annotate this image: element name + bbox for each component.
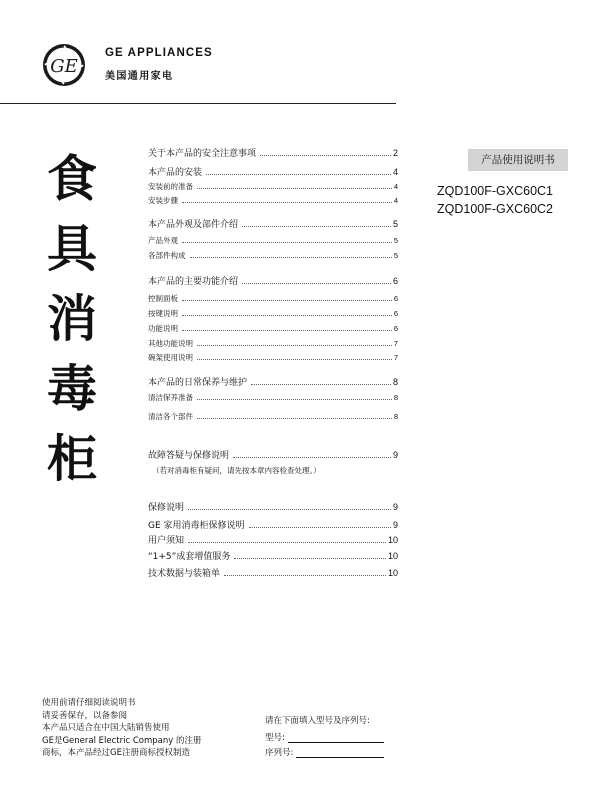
- vertical-title-char: 具: [47, 220, 97, 278]
- brand-name-en: GE APPLIANCES: [105, 47, 213, 59]
- usage-notice-line: 商标，本产品经过GE注册商标授权制造: [42, 748, 190, 758]
- toc-item[interactable]: 安装步骤 4: [148, 196, 398, 205]
- toc-item[interactable]: GE 家用消毒柜保修说明 9: [148, 520, 398, 531]
- logo-text: GE: [50, 56, 78, 77]
- serial-field-label: 序列号:: [265, 748, 294, 758]
- toc-item[interactable]: 清洁各个部件 8: [148, 412, 398, 421]
- vertical-title: [38, 144, 106, 494]
- usage-notice-line: GE是General Electric Company 的注册: [42, 735, 202, 746]
- usage-notice: [42, 697, 202, 760]
- toc-item[interactable]: 本产品的主要功能介绍 6: [148, 276, 398, 287]
- toc-item[interactable]: 碗架使用说明 7: [148, 353, 398, 362]
- serial-field-line[interactable]: [296, 748, 384, 758]
- toc-item[interactable]: 保修说明 9: [148, 502, 398, 513]
- toc-item[interactable]: 按键说明 6: [148, 309, 398, 318]
- toc-item[interactable]: 安装前的准备 4: [148, 182, 398, 191]
- usage-notice-line: 使用前请仔细阅读说明书: [42, 698, 136, 708]
- toc-item[interactable]: 用户须知 10: [148, 535, 398, 546]
- toc-item[interactable]: 故障答疑与保修说明 9: [148, 450, 398, 461]
- vertical-title-char: 毒: [47, 360, 97, 418]
- vertical-title-char: 柜: [47, 430, 97, 488]
- toc-item[interactable]: 清洁保养准备 8: [148, 393, 398, 402]
- brand-name-zh: 美国通用家电: [105, 71, 174, 82]
- toc-item[interactable]: “1+5”成套增值服务 10: [148, 551, 398, 562]
- model-field-line[interactable]: [288, 733, 384, 743]
- toc-item[interactable]: 本产品外观及部件介绍 5: [148, 219, 398, 230]
- vertical-title-char: 食: [47, 150, 97, 208]
- toc-item[interactable]: 技术数据与装箱单 10: [148, 568, 398, 579]
- model-field[interactable]: [265, 731, 384, 743]
- usage-notice-line: 本产品只适合在中国大陆销售使用: [42, 723, 170, 733]
- manual-label: 产品使用说明书: [468, 149, 568, 171]
- model-field-label: 型号:: [265, 733, 285, 743]
- toc-item[interactable]: 其他功能说明 7: [148, 339, 398, 348]
- model-number: ZQD100F-GXC60C2: [437, 202, 554, 216]
- usage-notice-line: 请妥善保存，以备参阅: [42, 710, 128, 721]
- ge-logo: [42, 43, 86, 87]
- model-number: ZQD100F-GXC60C1: [437, 184, 554, 198]
- toc-item[interactable]: 功能说明 6: [148, 324, 398, 333]
- toc-item[interactable]: 各部件构成 5: [148, 251, 398, 260]
- serial-field[interactable]: [265, 746, 384, 758]
- toc-item[interactable]: 控制面板 6: [148, 294, 398, 303]
- vertical-title-char: 消: [47, 290, 97, 348]
- toc-note: （若对消毒柜有疑问，请先按本章内容检查处理。）: [152, 466, 321, 475]
- toc-item[interactable]: 本产品的日常保养与维护 8: [148, 377, 398, 388]
- toc-item[interactable]: 本产品的安装 4: [148, 167, 398, 178]
- header-divider: [0, 103, 396, 104]
- toc-item[interactable]: 关于本产品的安全注意事项 2: [148, 148, 398, 159]
- fill-in-title: 请在下面填入型号及序列号:: [265, 716, 370, 726]
- toc-item[interactable]: 产品外观 5: [148, 236, 398, 245]
